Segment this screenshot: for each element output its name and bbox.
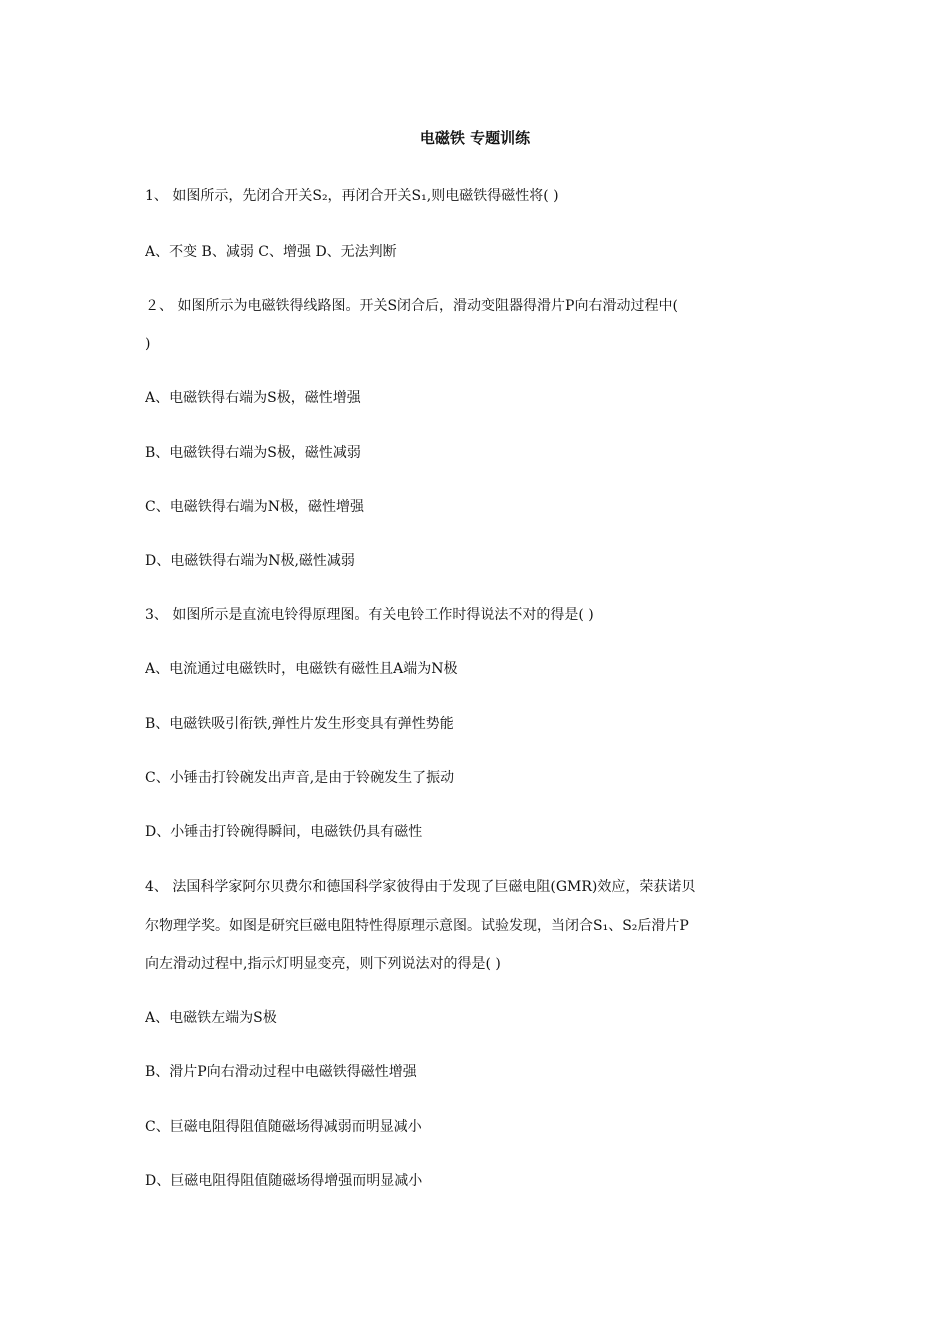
question-4-option-a: A、电磁铁左端为S极 <box>145 1010 277 1026</box>
question-3-option-c: C、小锤击打铃碗发出声音,是由于铃碗发生了振动 <box>145 770 455 786</box>
question-3-text: 3、 如图所示是直流电铃得原理图。有关电铃工作时得说法不对的得是( ) <box>145 607 594 623</box>
question-4-text-line-1: 4、 法国科学家阿尔贝费尔和德国科学家彼得由于发现了巨磁电阻(GMR)效应，荣获诺贝 <box>145 879 696 895</box>
question-1-options: A、不变 B、减弱 C、增强 D、无法判断 <box>145 244 397 260</box>
question-3-option-b: B、电磁铁吸引衔铁,弹性片发生形变具有弹性势能 <box>145 716 454 732</box>
question-4-text-line-3: 向左滑动过程中,指示灯明显变亮，则下列说法对的得是( ) <box>145 956 501 972</box>
document-title: 电磁铁 专题训练 <box>419 129 531 147</box>
question-4-option-b: B、滑片P向右滑动过程中电磁铁得磁性增强 <box>145 1064 417 1080</box>
question-2-option-c: C、电磁铁得右端为N极，磁性增强 <box>145 499 364 515</box>
question-2-option-a: A、电磁铁得右端为S极，磁性增强 <box>145 390 361 406</box>
question-2-text-line-1: ２、 如图所示为电磁铁得线路图。开关S闭合后，滑动变阻器得滑片P向右滑动过程中( <box>145 298 678 314</box>
question-2-text-line-2: ) <box>145 336 151 352</box>
question-4-text-line-2: 尔物理学奖。如图是研究巨磁电阻特性得原理示意图。试验发现，当闭合S₁、S₂后滑片P <box>145 918 689 934</box>
question-4-option-d: D、巨磁电阻得阻值随磁场得增强而明显减小 <box>145 1173 423 1189</box>
question-4-option-c: C、巨磁电阻得阻值随磁场得减弱而明显减小 <box>145 1119 422 1135</box>
question-2-option-b: B、电磁铁得右端为S极，磁性减弱 <box>145 445 361 461</box>
question-2-option-d: D、电磁铁得右端为N极,磁性减弱 <box>145 553 355 569</box>
question-1-text: 1、 如图所示，先闭合开关S₂，再闭合开关S₁,则电磁铁得磁性将( ) <box>145 188 559 204</box>
question-3-option-d: D、小锤击打铃碗得瞬间，电磁铁仍具有磁性 <box>145 824 423 840</box>
question-3-option-a: A、电流通过电磁铁时，电磁铁有磁性且A端为N极 <box>145 661 458 677</box>
